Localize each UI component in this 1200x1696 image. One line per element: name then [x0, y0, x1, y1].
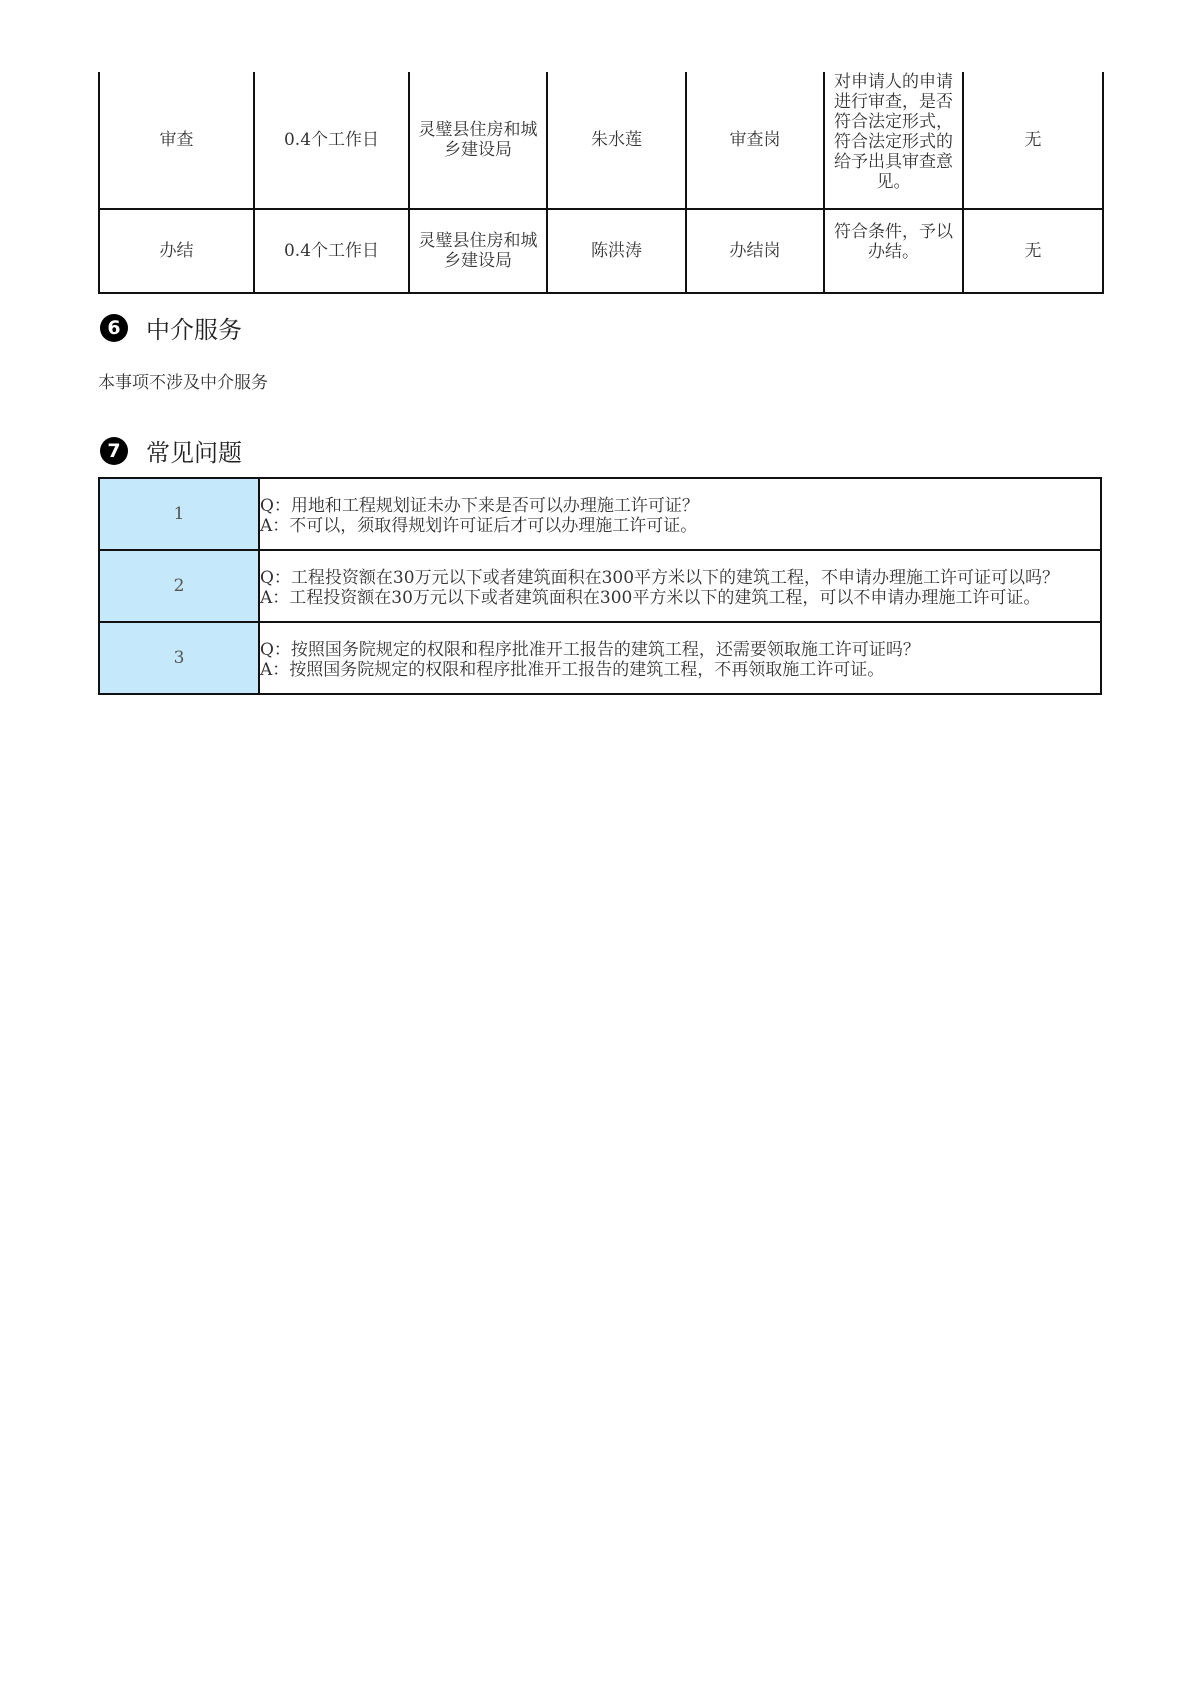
process-standard: 对申请人的申请进行审查，是否符合法定形式，符合法定形式的给予出具审查意见。: [824, 72, 963, 209]
faq-row: [99, 478, 1101, 550]
faq-answer: A：工程投资额在30万元以下或者建筑面积在300平方米以下的建筑工程，可以不申请办理施工许可证。: [260, 588, 1041, 608]
section-heading-intermediary: [100, 310, 242, 345]
section-title: 常见问题: [146, 439, 242, 467]
process-post: 审查岗: [686, 72, 824, 209]
process-step: 办结: [99, 209, 254, 293]
section-number-badge: 6: [100, 314, 128, 342]
faq-content: [259, 550, 1101, 622]
faq-question: Q：用地和工程规划证未办下来是否可以办理施工许可证？: [260, 496, 699, 516]
faq-row: [99, 622, 1101, 694]
faq-question: Q：按照国务院规定的权限和程序批准开工报告的建筑工程，还需要领取施工许可证吗？: [260, 640, 920, 660]
faq-answer: A：按照国务院规定的权限和程序批准开工报告的建筑工程，不再领取施工许可证。: [260, 660, 885, 680]
process-standard: 符合条件，予以办结。: [824, 209, 963, 293]
process-time-limit: 0.4个工作日: [254, 209, 409, 293]
faq-table: [98, 477, 1102, 695]
faq-content: [259, 478, 1101, 550]
process-result: 无: [963, 209, 1103, 293]
process-row-review: [99, 72, 1103, 209]
process-person: 朱水莲: [547, 72, 686, 209]
faq-question: Q：工程投资额在30万元以下或者建筑面积在300平方米以下的建筑工程，不申请办理施工许可证可以吗？: [260, 568, 1060, 588]
faq-answer: A：不可以，须取得规划许可证后才可以办理施工许可证。: [260, 516, 698, 536]
process-person: 陈洪涛: [547, 209, 686, 293]
process-result: 无: [963, 72, 1103, 209]
process-row-complete: [99, 209, 1103, 293]
process-organization: 灵璧县住房和城乡建设局: [409, 209, 547, 293]
faq-index: 1: [99, 478, 259, 550]
faq-index: 3: [99, 622, 259, 694]
section-number-badge: 7: [100, 437, 128, 465]
process-time-limit: 0.4个工作日: [254, 72, 409, 209]
process-organization: 灵璧县住房和城乡建设局: [409, 72, 547, 209]
intermediary-note: 本事项不涉及中介服务: [98, 373, 268, 393]
section-title: 中介服务: [146, 316, 242, 344]
section-heading-faq: [100, 433, 242, 468]
faq-row: [99, 550, 1101, 622]
faq-content: [259, 622, 1101, 694]
faq-index: 2: [99, 550, 259, 622]
process-post: 办结岗: [686, 209, 824, 293]
process-table: [98, 72, 1104, 294]
process-step: 审查: [99, 72, 254, 209]
